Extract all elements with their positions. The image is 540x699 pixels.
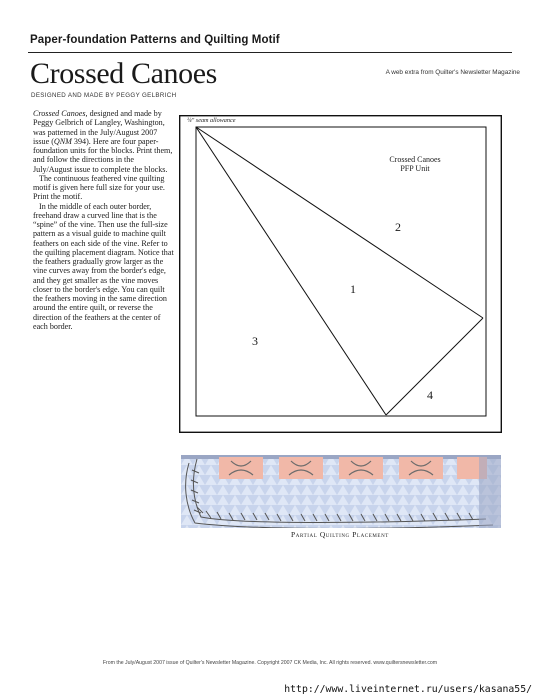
seam-allowance-label: ¼" seam allowance [187,117,236,124]
byline: DESIGNED AND MADE BY PEGGY GELBRICH [31,92,177,99]
web-extra-note: A web extra from Quilter's Newsletter Magazine [385,69,520,76]
intro-paragraph: Crossed Canoes, designed and made by Peggy Gelbrich of Langley, Washington, was patterned in the July/August 2007 issue (QNM 394). Here are four paper-foundation units for the blocks. Print them, and follow the directions in the July/August issue to complete the blocks. [33,109,173,174]
section-title: Paper-foundation Patterns and Quilting Motif [30,34,280,46]
body-text [33,109,174,331]
quilt-name: Crossed Canoes [33,109,86,118]
pfp-unit-label: Crossed Canoes PFP Unit [389,155,441,173]
piece-number-3: 3 [252,334,258,348]
piece-number-4: 4 [427,388,433,402]
watermark-url: http://www.liveinternet.ru/users/kasana55/ [284,684,532,695]
quilting-placement-diagram [181,455,501,528]
placement-caption: Partial Quilting Placement [291,530,389,539]
piece-number-2: 2 [395,220,401,234]
seam-line-right-to-bottom [386,318,483,415]
seam-line-top-corner-to-bottom [196,127,386,415]
motif-paragraph: The continuous feathered vine quilting motif is given here full size for your use. Print the motif. [33,173,165,202]
header-rule [28,52,512,53]
instructions-paragraph: In the middle of each outer border, freehand draw a curved line that is the “spine” of the vine. Then use the full-size pattern as a visual guide to machine quilt feathers on each side of the vine. Refer to the quilting placement diagram. Notice that the feathers gradually grow larger as the vine curves away from the border's edge, and they get smaller as the vine moves closer to the border's edge. You can quilt the feathers moving in the same direction around the entire quilt, or reverse the direction of the feathers at the center of each border. [33,201,174,331]
page-title: Crossed Canoes [30,57,217,90]
piece-number-1: 1 [350,282,356,296]
footer-credit: From the July/August 2007 issue of Quilter's Newsletter Magazine. Copyright 2007 CK Media, Inc. All rights reserved. www.quiltersnewsletter.com [102,660,438,666]
